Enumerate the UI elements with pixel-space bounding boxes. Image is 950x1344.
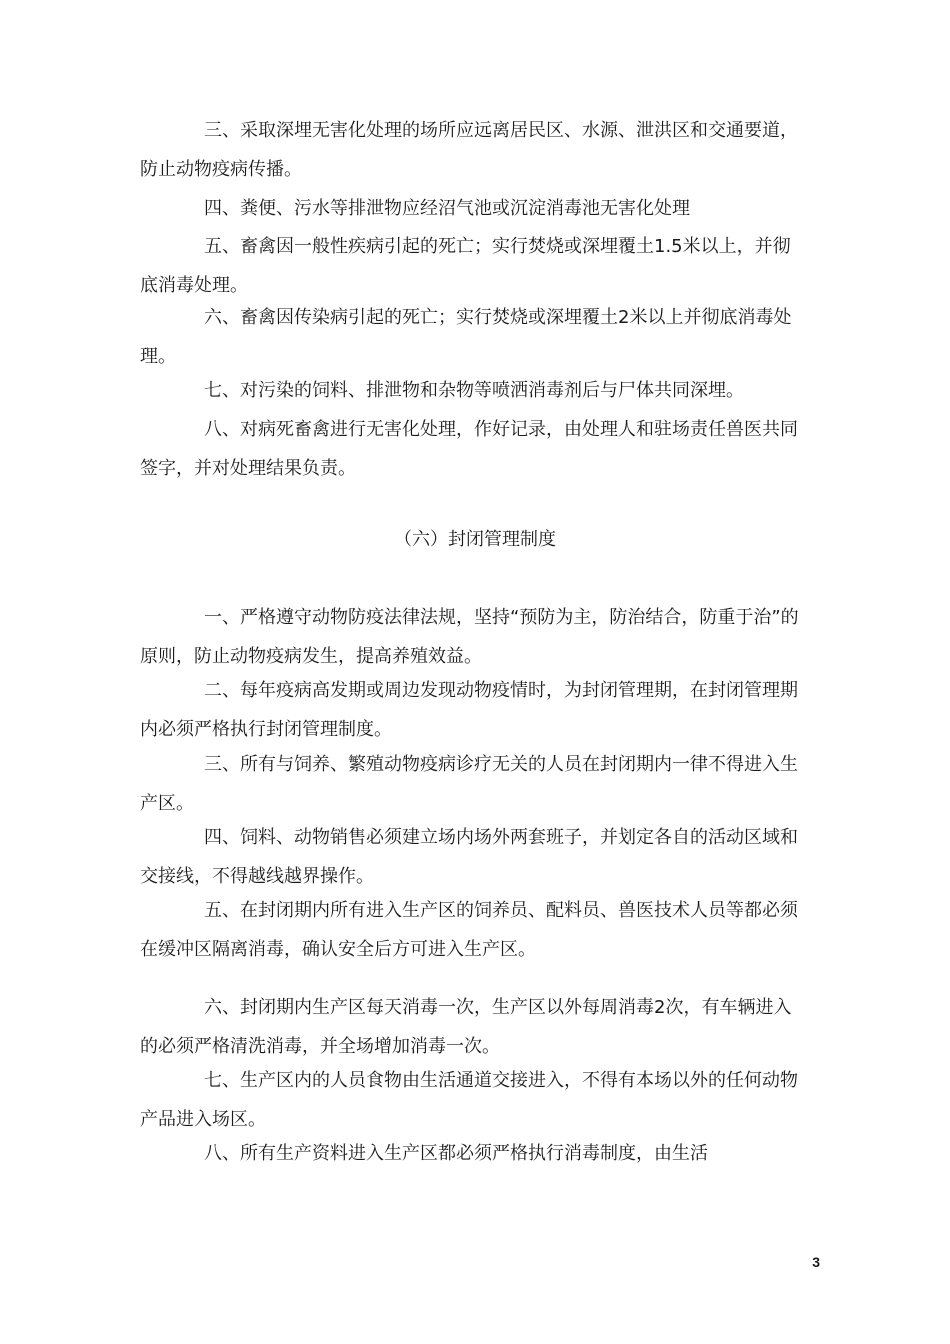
paragraph-item-8b: 八、所有生产资料进入生产区都必须严格执行消毒制度，由生活 (204, 1143, 708, 1164)
paragraph-item-3: 三、采取深埋无害化处理的场所应远离居民区、水源、泄洪区和交通要道，防止动物疫病传播。 (140, 120, 798, 180)
paragraph-item-7: 七、对污染的饲料、排泄物和杂物等喷洒消毒剂后与尸体共同深埋。 (204, 380, 744, 401)
paragraph-item-2: 二、每年疫病高发期或周边发现动物疫情时，为封闭管理期，在封闭管理期内必须严格执行封闭管理制度。 (140, 680, 798, 740)
paragraph-item-4b: 四、饲料、动物销售必须建立场内场外两套班子，并划定各自的活动区域和交接线，不得越线越界操作。 (140, 827, 798, 887)
paragraph-item-6b: 六、封闭期内生产区每天消毒一次，生产区以外每周消毒2次，有车辆进入的必须严格清洗消毒，并全场增加消毒一次。 (140, 997, 792, 1057)
paragraph-item-6: 六、畜禽因传染病引起的死亡；实行焚烧或深埋覆土2米以上并彻底消毒处理。 (140, 307, 792, 367)
paragraph-item-7b: 七、生产区内的人员食物由生活通道交接进入，不得有本场以外的任何动物产品进入场区。 (140, 1070, 798, 1130)
paragraph-item-5: 五、畜禽因一般性疾病引起的死亡；实行焚烧或深埋覆土1.5米以上，并彻底消毒处理。 (140, 236, 791, 296)
paragraph-item-8: 八、对病死畜禽进行无害化处理，作好记录，由处理人和驻场责任兽医共同签字，并对处理结果负责。 (140, 419, 798, 479)
paragraph-item-1: 一、严格遵守动物防疫法律法规，坚持“预防为主，防治结合，防重于治”的原则，防止动物疫病发生，提高养殖效益。 (140, 607, 799, 667)
section-heading: （六）封闭管理制度 (394, 529, 556, 550)
page-number: 3 (812, 1254, 820, 1270)
paragraph-item-5b: 五、在封闭期内所有进入生产区的饲养员、配料员、兽医技术人员等都必须在缓冲区隔离消毒，确认安全后方可进入生产区。 (140, 900, 798, 960)
paragraph-item-3b: 三、所有与饲养、繁殖动物疫病诊疗无关的人员在封闭期内一律不得进入生产区。 (140, 754, 798, 814)
paragraph-item-4: 四、粪便、污水等排泄物应经沼气池或沉淀消毒池无害化处理 (204, 198, 690, 219)
